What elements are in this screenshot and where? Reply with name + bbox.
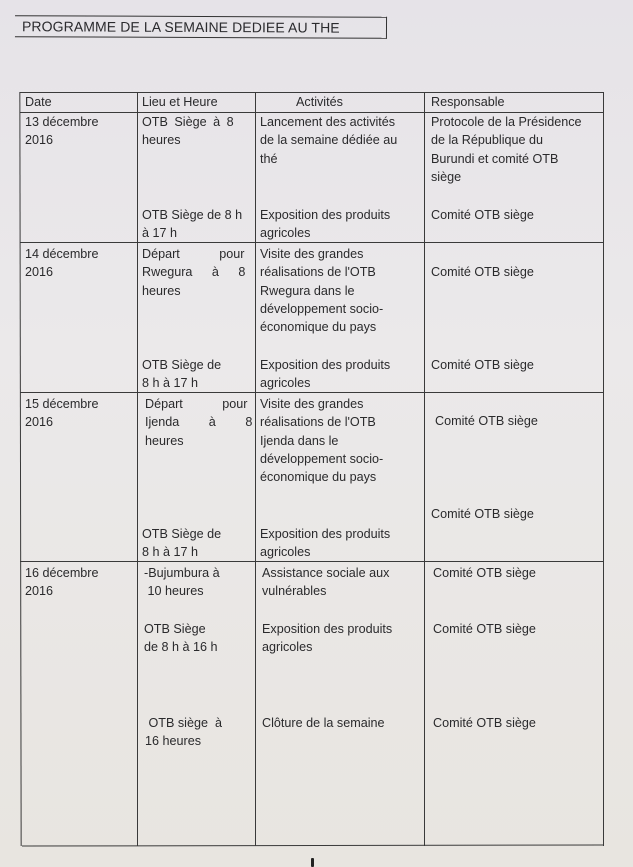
entry-responsable: Comité OTB siège — [431, 208, 534, 222]
row-date: 16 décembre 2016 — [25, 566, 99, 599]
entry-lieu: Départ pour Rwegura à 8 heures — [142, 247, 246, 298]
column-divider — [137, 92, 138, 846]
table-border-bottom — [22, 844, 604, 846]
document-title-box — [15, 15, 387, 39]
entry-activite: Exposition des produits agricoles — [260, 358, 391, 391]
entry-activite: Visite des grandes réalisations de l'OTB Rwegura dans le développement socio- économique du pays — [260, 247, 384, 335]
entry-lieu: OTB Siège de 8 h à 17 h — [142, 527, 222, 560]
table-border-left — [19, 92, 21, 846]
entry-activite: Exposition des produits agricoles — [260, 208, 391, 241]
header-activites: Activités — [296, 95, 343, 109]
entry-lieu: OTB Siège de 8 h à 17 h — [142, 358, 222, 391]
row-date: 15 décembre 2016 — [25, 397, 99, 430]
entry-responsable: Comité OTB siège — [431, 358, 534, 372]
entry-responsable: Comité OTB siège — [433, 716, 536, 730]
entry-responsable: Comité OTB siège — [431, 507, 534, 521]
row-date: 13 décembre 2016 — [25, 115, 99, 148]
entry-lieu: OTB siège à 16 heures — [145, 716, 222, 749]
entry-lieu: OTB Siège à 8 heures — [142, 115, 234, 148]
entry-lieu: -Bujumbura à 10 heures — [144, 566, 220, 599]
column-divider — [424, 92, 425, 846]
page-mark — [311, 858, 314, 867]
entry-lieu: Départ pour Ijenda à 8 heures — [145, 397, 253, 448]
entry-activite: Assistance sociale aux vulnérables — [262, 566, 390, 599]
document-title: PROGRAMME DE LA SEMAINE DEDIEE AU THE — [21, 18, 340, 36]
entry-responsable: Comité OTB siège — [431, 265, 534, 279]
entry-lieu: OTB Siège de 8 h à 17 h — [142, 208, 243, 241]
row-date: 14 décembre 2016 — [25, 247, 99, 280]
entry-activite: Visite des grandes réalisations de l'OTB Ijenda dans le développement socio- économique du pays — [260, 397, 384, 485]
entry-responsable: Comité OTB siège — [433, 566, 536, 580]
entry-activite: Lancement des activités de la semaine dédiée au thé — [260, 115, 398, 166]
entry-responsable: Comité OTB siège — [433, 622, 536, 636]
entry-activite: Exposition des produits agricoles — [260, 527, 391, 560]
header-lieu: Lieu et Heure — [142, 95, 218, 109]
header-responsable: Responsable — [431, 95, 505, 109]
entry-responsable: Comité OTB siège — [435, 414, 538, 428]
header-date: Date — [25, 95, 52, 109]
entry-activite: Clôture de la semaine — [262, 716, 385, 730]
entry-lieu: OTB Siège de 8 h à 16 h — [144, 622, 218, 655]
entry-activite: Exposition des produits agricoles — [262, 622, 393, 655]
entry-responsable: Protocole de la Présidence de la République du Burundi et comité OTB siège — [431, 115, 582, 184]
column-divider — [255, 92, 256, 846]
table-border-right — [603, 92, 604, 846]
